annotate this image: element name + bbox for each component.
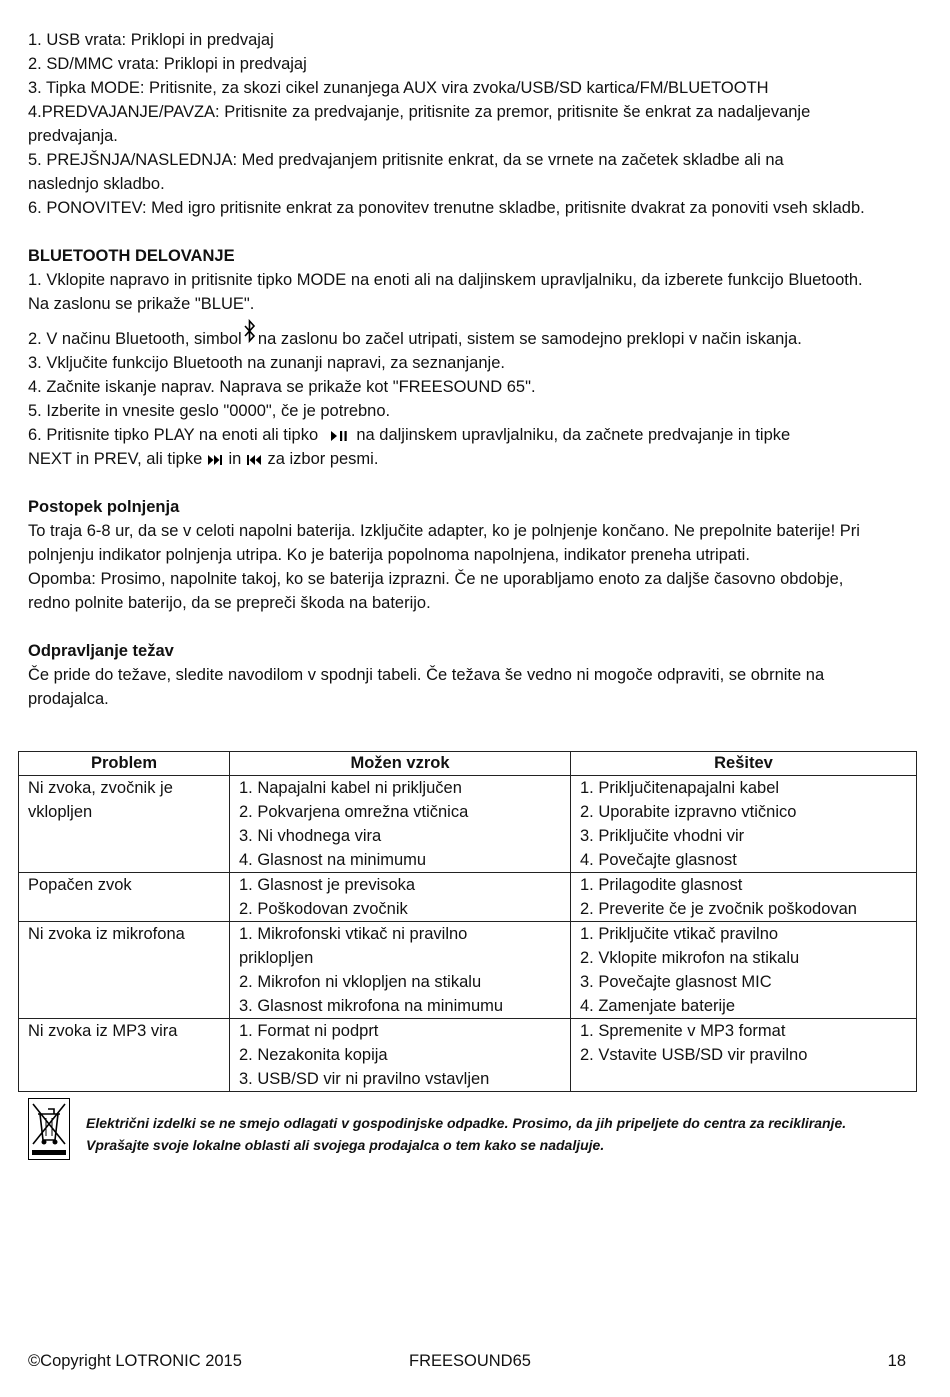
- intro-list: [28, 28, 923, 220]
- table-header-row: [19, 752, 917, 776]
- bluetooth-step-4: 4. Začnite iskanje naprav. Naprava se prikaže kot "FREESOUND 65".: [28, 378, 536, 396]
- column-header: Rešitev: [571, 752, 917, 776]
- section-heading: Odpravljanje težav: [28, 642, 174, 660]
- column-header: Problem: [19, 752, 230, 776]
- previous-track-icon: [246, 454, 263, 466]
- footer-model: FREESOUND65: [409, 1352, 531, 1370]
- problem-cell: Ni zvoka iz MP3 vira: [19, 1019, 230, 1092]
- problem-cell: Ni zvoka, zvočnik je vklopljen: [19, 776, 230, 873]
- charging-section: [28, 495, 923, 615]
- weee-bin-icon: [28, 1098, 70, 1160]
- page-footer: [0, 1349, 950, 1373]
- list-item: 5. PREJŠNJA/NASLEDNJA: Med predvajanjem pritisnite enkrat, da se vrnete na začetek skladbe ali na naslednjo skladbo.: [28, 151, 784, 193]
- cause-cell: 1. Glasnost je previsoka 2. Poškodovan zvočnik: [230, 873, 571, 922]
- list-item: 1. USB vrata: Priklopi in predvajaj: [28, 31, 274, 49]
- list-item: 6. PONOVITEV: Med igro pritisnite enkrat za ponovitev trenutne skladbe, pritisnite dvakrat za ponoviti vseh skladb.: [28, 199, 865, 217]
- troubleshooting-intro: Če pride do težave, sledite navodilom v spodnji tabeli. Če težava še vedno ni mogoče odpraviti, se obrnite na prodajalca.: [28, 666, 825, 708]
- cause-cell: 1. Format ni podprt 2. Nezakonita kopija 3. USB/SD vir ni pravilno vstavljen: [230, 1019, 571, 1092]
- list-item: 3. Tipka MODE: Pritisnite, za skozi cikel zunanjega AUX vira zvoka/USB/SD kartica/FM/BLUETOOTH: [28, 79, 769, 97]
- play-pause-icon: [329, 430, 349, 442]
- solution-cell: 1. Priključitenapajalni kabel 2. Uporabite izpravno vtičnico 3. Priključite vhodni vir 4. Povečajte glasnost: [571, 776, 917, 873]
- cause-cell: 1. Mikrofonski vtikač ni pravilno priklopljen 2. Mikrofon ni vklopljen na stikalu 3. Glasnost mikrofona na minimumu: [230, 922, 571, 1019]
- solution-cell: 1. Prilagodite glasnost 2. Preverite če je zvočnik poškodovan: [571, 873, 917, 922]
- troubleshooting-table: [18, 751, 917, 1092]
- column-header: Možen vzrok: [230, 752, 571, 776]
- bluetooth-step-1: 1. Vklopite napravo in pritisnite tipko MODE na enoti ali na daljinskem upravljalniku, da izberete funkcijo Bluetooth. Na zaslonu se prikaže "BLUE".: [28, 271, 863, 313]
- footer-copyright: ©Copyright LOTRONIC 2015: [28, 1352, 242, 1370]
- list-item: 4.PREDVAJANJE/PAVZA: Pritisnite za predvajanje, pritisnite za premor, pritisnite še enkrat za nadaljevanje predvajanja.: [28, 103, 811, 145]
- table-row: [19, 1019, 917, 1092]
- troubleshooting-section: [28, 639, 923, 711]
- section-heading: BLUETOOTH DELOVANJE: [28, 247, 235, 265]
- disposal-notice: Električni izdelki se ne smejo odlagati v gospodinjske odpadke. Prosimo, da jih pripeljete do centra za recikliranje. Vprašajte svoje lokalne oblasti ali svojega prodajalca o tem kako se nadaljuje.: [86, 1115, 847, 1153]
- next-track-icon: [207, 454, 224, 466]
- section-heading: Postopek polnjenja: [28, 498, 180, 516]
- bluetooth-step-6-cont: NEXT in PREV, ali tipke in za izbor pesmi.: [28, 450, 379, 468]
- list-item: 2. SD/MMC vrata: Priklopi in predvajaj: [28, 55, 307, 73]
- bluetooth-step-5: 5. Izberite in vnesite geslo "0000", če je potrebno.: [28, 402, 391, 420]
- charging-text: To traja 6-8 ur, da se v celoti napolni baterija. Izključite adapter, ko je polnjenje končano. Ne prepolnite baterije! Pri polnjenju indikator polnjenja utripa. Ko je baterija popolnoma napolnjena, indikator preneha utripati.: [28, 522, 860, 564]
- problem-cell: Ni zvoka iz mikrofona: [19, 922, 230, 1019]
- problem-cell: Popačen zvok: [19, 873, 230, 922]
- bluetooth-step-2: 2. V načinu Bluetooth, simbol na zaslonu bo začel utripati, sistem se samodejno preklopi v način iskanja.: [28, 319, 923, 351]
- table-row: [19, 776, 917, 873]
- table-row: [19, 873, 917, 922]
- charging-note: Opomba: Prosimo, napolnite takoj, ko se baterija izprazni. Če ne uporabljamo enoto za daljše časovno obdobje, redno polnite baterijo, da se prepreči škoda na baterijo.: [28, 570, 844, 612]
- bluetooth-step-6: 6. Pritisnite tipko PLAY na enoti ali tipko na daljinskem upravljalniku, da začnete predvajanje in tipke: [28, 426, 791, 444]
- bluetooth-icon: [244, 319, 256, 345]
- solution-cell: 1. Spremenite v MP3 format 2. Vstavite USB/SD vir pravilno: [571, 1019, 917, 1092]
- page-number: 18: [887, 1352, 906, 1370]
- cause-cell: 1. Napajalni kabel ni priključen 2. Pokvarjena omrežna vtičnica 3. Ni vhodnega vira 4. Glasnost na minimumu: [230, 776, 571, 873]
- solution-cell: 1. Priključite vtikač pravilno 2. Vklopite mikrofon na stikalu 3. Povečajte glasnost MIC 4. Zamenjate baterije: [571, 922, 917, 1019]
- bluetooth-step-3: 3. Vključite funkcijo Bluetooth na zunanji napravi, za seznanjanje.: [28, 354, 505, 372]
- bluetooth-section: [28, 244, 923, 471]
- table-row: [19, 922, 917, 1019]
- manual-page: [28, 28, 923, 711]
